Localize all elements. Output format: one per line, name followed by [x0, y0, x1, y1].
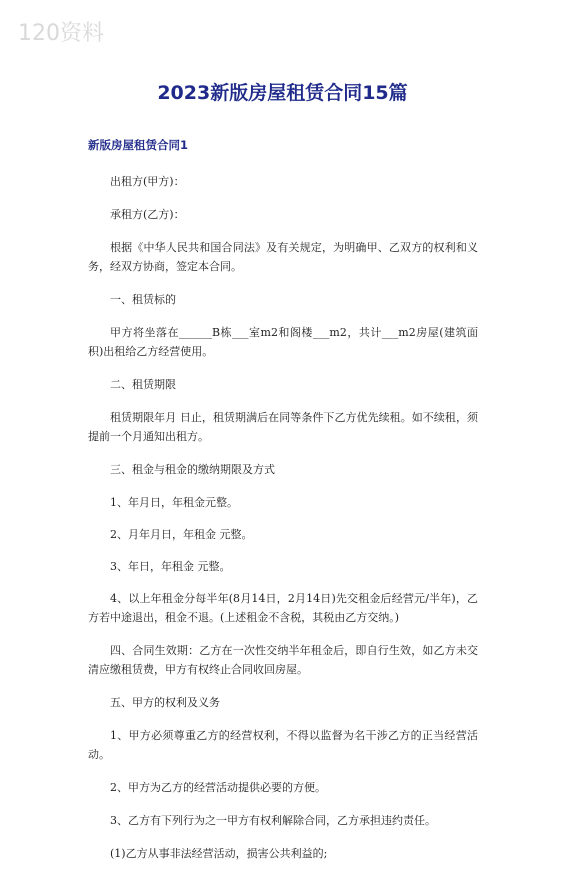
paragraph-rent-item-4: 4、以上年租金分每半年(8月14日，2月14日)先交租金后经营元/半年)，乙方若中途退出，租金不退。(上述租金不含税，其税由乙方交纳。) — [88, 592, 478, 624]
paragraph-property-location: 甲方将坐落在______B栋___室m2和阁楼___m2，共计___m2房屋(建筑面积)出租给乙方经营使用。 — [88, 326, 478, 358]
paragraph-preamble: 根据《中华人民共和国合同法》及有关规定，为明确甲、乙双方的权利和义务，经双方协商，签定本合同。 — [88, 241, 478, 273]
paragraph-contract-effective: 四、合同生效期：乙方在一次性交纳半年租金后，即自行生效，如乙方未交清应缴租赁费，甲方有权终止合同收回房屋。 — [88, 644, 478, 676]
heading-lease-subject: 一、租赁标的 — [110, 293, 176, 306]
paragraph-breach-1: (1)乙方从事非法经营活动，损害公共利益的; — [110, 847, 328, 860]
paragraph-rent-item-1: 1、年月日，年租金元整。 — [110, 496, 238, 509]
paragraph-lessor-right-1: 1、甲方必须尊重乙方的经营权利，不得以监督为名干涉乙方的正当经营活动。 — [88, 729, 478, 761]
document-body — [88, 172, 478, 877]
heading-lease-term: 二、租赁期限 — [110, 378, 176, 391]
paragraph-rent-item-3: 3、年日，年租金 元整。 — [110, 560, 231, 573]
heading-rent-payment: 三、租金与租金的缴纳期限及方式 — [110, 463, 275, 476]
heading-lessor-rights: 五、甲方的权利及义务 — [110, 696, 220, 709]
paragraph-lessor-right-3: 3、乙方有下列行为之一甲方有权利解除合同，乙方承担违约责任。 — [110, 814, 436, 827]
paragraph-lease-term: 租赁期限年月 日止，租赁期满后在同等条件下乙方优先续租。如不续租，须提前一个月通知出租方。 — [88, 411, 478, 443]
section-heading: 新版房屋租赁合同1 — [88, 138, 189, 152]
paragraph-lessor: 出租方(甲方)： — [110, 175, 185, 188]
paragraph-lessor-right-2: 2、甲方为乙方的经营活动提供必要的方便。 — [110, 781, 326, 794]
document-title: 2023新版房屋租赁合同15篇 — [157, 82, 408, 104]
paragraph-rent-item-2: 2、月年月日，年租金 元整。 — [110, 528, 253, 541]
watermark-logo: 120资料 — [18, 21, 104, 46]
paragraph-lessee: 承租方(乙方)： — [110, 208, 185, 221]
